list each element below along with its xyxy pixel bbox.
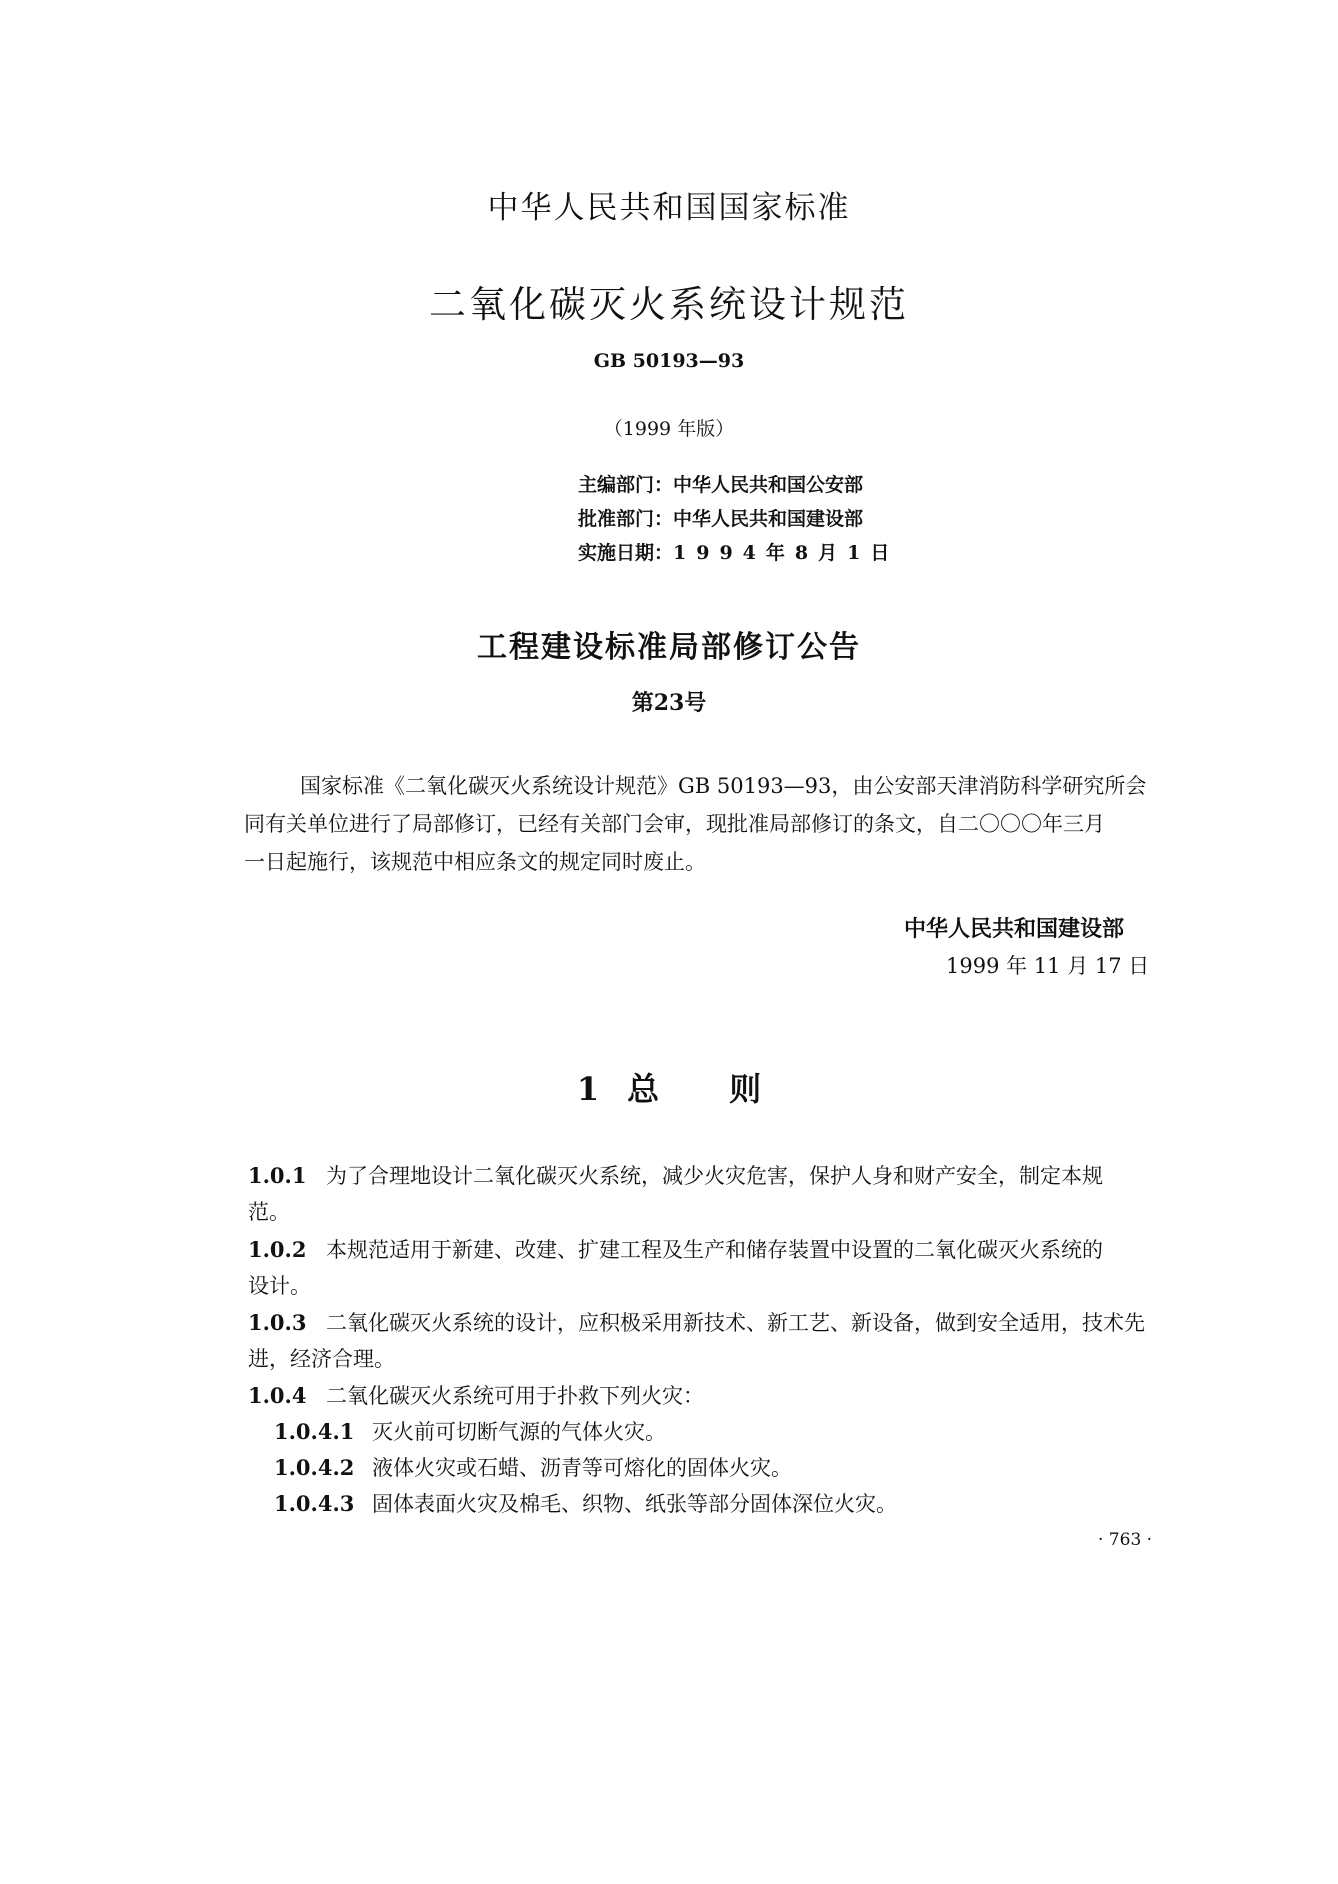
clause-1-0-3: [248, 1307, 1145, 1337]
clause-1-0-4-3: [274, 1488, 897, 1518]
notice-number: 第23号: [631, 690, 707, 716]
document-title: 二氧化碳灭火系统设计规范: [429, 283, 909, 326]
clause-number: 1.0.4.3: [274, 1491, 355, 1516]
clause-continuation: 进，经济合理。: [248, 1347, 395, 1371]
signature-organization: 中华人民共和国建设部: [904, 916, 1125, 942]
clause-1-0-4: [248, 1380, 704, 1410]
clause-text: 本规范适用于新建、改建、扩建工程及生产和储存装置中设置的二氧化碳灭火系统的: [326, 1238, 1103, 1262]
clause-text: 液体火灾或石蜡、沥青等可熔化的固体火灾。: [372, 1456, 792, 1480]
effective-date-value: 1994年8月1日: [673, 542, 900, 564]
clause-continuation: 范。: [248, 1200, 290, 1224]
clause-1-0-2: [248, 1234, 1103, 1264]
clause-number: 1.0.4.1: [274, 1419, 355, 1444]
page-number: · 763 ·: [1098, 1530, 1153, 1550]
standard-series-heading: 中华人民共和国国家标准: [487, 190, 851, 226]
notice-paragraph-line: 一日起施行，该规范中相应条文的规定同时废止。: [244, 850, 706, 874]
clause-number: 1.0.4.2: [274, 1455, 355, 1480]
chapter-heading: [0, 1064, 1338, 1110]
clause-number: 1.0.2: [248, 1237, 307, 1262]
chapter-title-part: 总: [627, 1070, 660, 1108]
clause-text: 固体表面火灾及棉毛、织物、纸张等部分固体深位火灾。: [372, 1492, 897, 1516]
effective-date-label: 实施日期：: [578, 542, 674, 564]
approving-department: 批准部门：中华人民共和国建设部: [578, 508, 864, 530]
signature-date: 1999 年 11 月 17 日: [946, 954, 1150, 978]
notice-paragraph-line: 国家标准《二氧化碳灭火系统设计规范》GB 50193—93，由公安部天津消防科学研究所会: [300, 774, 1147, 798]
clause-number: 1.0.4: [248, 1383, 307, 1408]
notice-title: 工程建设标准局部修订公告: [477, 630, 861, 665]
chapter-number: 1: [576, 1070, 600, 1108]
chief-editor-department: 主编部门：中华人民共和国公安部: [578, 474, 864, 496]
clause-1-0-4-1: [274, 1416, 666, 1446]
clause-1-0-1: [248, 1160, 1103, 1190]
clause-number: 1.0.1: [248, 1163, 307, 1188]
effective-date: [578, 538, 899, 565]
chapter-title-part: 则: [729, 1070, 762, 1108]
clause-number: 1.0.3: [248, 1310, 307, 1335]
clause-text: 二氧化碳灭火系统可用于扑救下列火灾：: [326, 1384, 704, 1408]
standard-code: GB 50193—93: [593, 350, 745, 372]
edition-label: （1999 年版）: [603, 418, 735, 440]
clause-text: 灭火前可切断气源的气体火灾。: [372, 1420, 666, 1444]
clause-text: 二氧化碳灭火系统的设计，应积极采用新技术、新工艺、新设备，做到安全适用，技术先: [326, 1311, 1145, 1335]
notice-paragraph-line: 同有关单位进行了局部修订，已经有关部门会审，现批准局部修订的条文，自二〇〇〇年三月: [244, 812, 1105, 836]
clause-1-0-4-2: [274, 1452, 792, 1482]
clause-text: 为了合理地设计二氧化碳灭火系统，减少火灾危害，保护人身和财产安全，制定本规: [326, 1164, 1103, 1188]
clause-continuation: 设计。: [248, 1274, 311, 1298]
